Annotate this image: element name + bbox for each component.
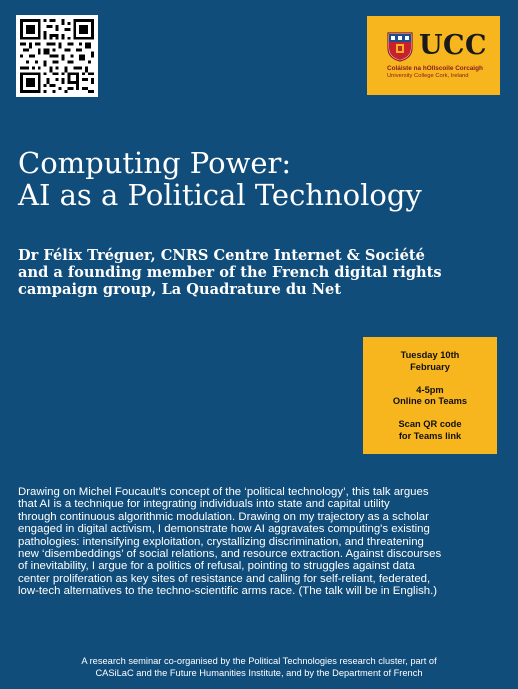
ucc-irish-name: Coláiste na hOllscoile Corcaigh [387, 65, 483, 72]
footer-organisers [0, 656, 518, 679]
page-title [18, 147, 498, 211]
event-date [363, 350, 497, 373]
abstract-line: engaged in digital activism, I demonstrate how AI aggravates computing's existing [18, 523, 430, 536]
ucc-english-name: University College Cork, Ireland [387, 73, 469, 79]
abstract-line: through continuous algorithmic modulation. Drawing on my trajectory as a scholar [18, 510, 429, 523]
footer-line-2: CASiLaC and the Future Humanities Institute, and by the Department of French [95, 667, 423, 678]
speaker-line-1: Dr Félix Tréguer, CNRS Centre Internet & Société [18, 247, 425, 264]
speaker-info [18, 247, 508, 298]
event-date-line-2: February [410, 361, 450, 372]
abstract-line: of inevitability, I argue for a politics of refusal, pointing to struggles against data [18, 560, 415, 573]
talk-abstract [18, 486, 506, 598]
ucc-logo [367, 16, 500, 95]
event-time: 4-5pm [416, 384, 444, 395]
qr-code-icon [20, 19, 94, 93]
event-qr-line-2: for Teams link [398, 430, 462, 441]
event-qr-instruction [363, 419, 497, 442]
ucc-crest-icon [387, 32, 413, 62]
abstract-line: center proliferation as key sites of resistance and calling for self-reliant, federated, [18, 572, 431, 585]
abstract-line: that AI is a technique for integrating individuals into state and capital utility [18, 498, 390, 511]
event-qr-line-1: Scan QR code [398, 419, 462, 429]
speaker-line-3: campaign group, La Quadrature du Net [18, 281, 342, 298]
abstract-line: pathologies: intensifying exploitation, crystallizing discrimination, and threatening [18, 535, 424, 548]
abstract-line: new ‘disembeddings’ of social relations, and resource extraction. Against discourses [18, 548, 442, 561]
abstract-line: Drawing on Michel Foucault's concept of the ‘political technology’, this talk argues [18, 486, 429, 498]
title-line-1: Computing Power: [18, 146, 292, 180]
event-details-box [363, 337, 497, 454]
qr-code[interactable] [16, 15, 98, 97]
ucc-wordmark: UCC [419, 30, 488, 61]
abstract-line: low-tech alternatives to the techno-scientific arms race. (The talk will be in English.) [18, 585, 438, 598]
event-date-line-1: Tuesday 10th [400, 350, 460, 360]
title-line-2: AI as a Political Technology [18, 178, 422, 212]
speaker-line-2: and a founding member of the French digital rights [18, 264, 442, 281]
footer-line-1: A research seminar co-organised by the Political Technologies research cluster, part of [81, 656, 437, 666]
event-time-location [363, 385, 497, 408]
event-location: Online on Teams [392, 396, 468, 406]
